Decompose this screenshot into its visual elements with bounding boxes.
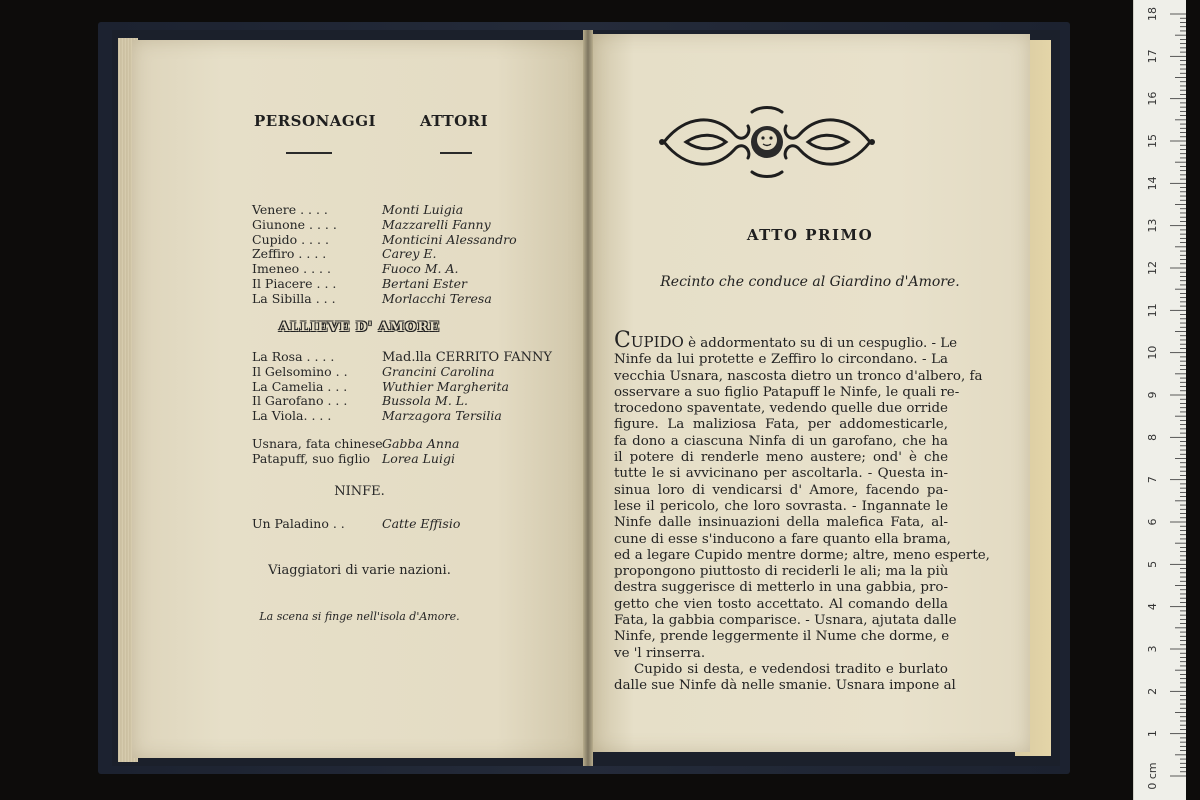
ruler-label: 8 — [1146, 433, 1159, 441]
text-line: getto che vien tosto accettato. Al comando della — [614, 596, 948, 612]
cast-row — [252, 379, 509, 394]
ruler-label: 6 — [1146, 518, 1159, 526]
cast-row — [252, 276, 467, 291]
text-line: Cupido si desta, e vedendosi tradito e burlato — [634, 661, 948, 677]
ruler-label: 15 — [1146, 134, 1159, 148]
actor-name: Lorea Luigi — [382, 451, 455, 466]
actor-name: Wuthier Margherita — [382, 378, 509, 394]
ruler-label: 12 — [1146, 261, 1159, 275]
cast-row — [252, 232, 517, 247]
ornament-headpiece — [656, 104, 878, 180]
ruler-label: 2 — [1146, 687, 1159, 695]
ruler-label: 14 — [1146, 176, 1159, 191]
actor-name: Gabba Anna — [382, 436, 460, 451]
role-name: Venere . . . . — [252, 202, 328, 217]
role-name: Giunone . . . . — [252, 216, 337, 232]
cast-row — [252, 246, 437, 261]
rule-personaggi — [286, 152, 332, 154]
cast-row — [252, 261, 459, 276]
text-line: cune di esse s'inducono a fare quanto ella brama, — [614, 531, 951, 547]
ruler-label: 5 — [1146, 560, 1159, 568]
ruler-label: 4 — [1146, 603, 1159, 611]
text-line: lese il pericolo, che loro sovrasta. - Ingannate le — [614, 498, 948, 514]
rule-attori — [440, 152, 472, 154]
actor-name: Carey E. — [382, 246, 437, 262]
text-line: Ninfe da lui protette e Zeffiro lo circondano. - La — [614, 352, 948, 368]
ninfe-heading: NINFE. — [334, 484, 385, 499]
actor-name: Mad.lla CERRITO FANNY — [382, 350, 552, 365]
allieve-heading: ALLIEVE D' AMORE — [278, 320, 441, 335]
scene-heading: Recinto che conduce al Giardino d'Amore. — [660, 274, 960, 290]
cast-row-paladino — [252, 516, 460, 531]
text-line: Cupido è addormentato su di un cespuglio. - Le — [614, 328, 958, 353]
actor-name: Marzagora Tersilia — [382, 408, 502, 424]
cast-row — [252, 364, 495, 379]
ruler-label: 0 cm — [1146, 762, 1159, 790]
ruler-label: 18 — [1146, 7, 1159, 21]
text-line: destra suggerisce di metterlo in una gabbia, pro- — [614, 580, 948, 596]
role-name: La Viola. . . . — [252, 408, 332, 424]
role-name: Usnara, fata chinese — [252, 436, 383, 451]
ruler-label: 16 — [1146, 91, 1159, 106]
text-line: ed a legare Cupido mentre dorme; altre, meno esperte, — [614, 547, 990, 563]
role-name: Zeffiro . . . . — [252, 246, 327, 262]
text-line: propongono piuttosto di reciderli le ali; ma la più — [614, 564, 949, 580]
text-line: osservare a suo figlio Patapuff le Ninfe, le quali re- — [614, 384, 960, 400]
role-name: Il Garofano . . . — [252, 393, 348, 409]
text-line: dalle sue Ninfe dà nelle smanie. Usnara impone al — [614, 678, 956, 694]
actor-name: Fuoco M. A. — [382, 261, 459, 277]
actor-name: Monti Luigia — [382, 202, 464, 217]
role-name: Un Paladino . . — [252, 516, 345, 531]
text-line: figure. La maliziosa Fata, per addomesticarle, — [614, 417, 948, 433]
text-line: Ninfe dalle insinuazioni della malefica Fata, al- — [614, 515, 948, 531]
role-name: La Sibilla . . . — [252, 290, 336, 306]
text-line: tutte le si avvicinano per ascoltarla. - Questa in- — [614, 466, 948, 482]
cast-row — [252, 217, 491, 232]
cast-row — [252, 393, 468, 408]
cast-row — [252, 291, 492, 306]
text-line: Fata, la gabbia comparisce. - Usnara, ajutata dalle — [614, 613, 957, 629]
act-text — [614, 328, 990, 695]
act-title: ATTO PRIMO — [746, 226, 874, 244]
ruler-label: 1 — [1146, 730, 1159, 738]
text-line: ve 'l rinserra. — [614, 645, 706, 661]
heading-attori: ATTORI — [420, 112, 489, 130]
text-line: sinua loro di vendicarsi d' Amore, facendo pa- — [614, 482, 948, 498]
measuring-ruler — [1133, 0, 1186, 800]
ruler-label: 17 — [1146, 49, 1159, 64]
actor-name: Bussola M. L. — [382, 393, 469, 409]
actor-name: Grancini Carolina — [382, 363, 495, 379]
role-name: La Camelia . . . — [252, 378, 348, 394]
book-gutter — [583, 30, 593, 766]
viaggiatori-line: Viaggiatori di varie nazioni. — [268, 563, 451, 578]
text-line: trocedono spaventate, vedendo quelle due orride — [614, 401, 948, 417]
ruler-label: 13 — [1146, 218, 1159, 233]
role-name: Cupido . . . . — [252, 231, 329, 247]
cast-row — [252, 436, 459, 451]
ruler-label: 10 — [1146, 345, 1159, 360]
ruler-label: 3 — [1146, 645, 1159, 653]
text-line: fa dono a ciascuna Ninfa di un garofano, che ha — [614, 433, 948, 449]
text-line: vecchia Usnara, nascosta dietro un tronco d'albero, fa — [614, 368, 983, 384]
cast-row — [252, 202, 463, 217]
ruler-label: 11 — [1146, 303, 1159, 318]
cast-row — [252, 349, 552, 365]
cast-row — [252, 451, 455, 466]
role-name: La Rosa . . . . — [252, 349, 335, 364]
ruler-scale — [1134, 0, 1186, 800]
scena-note: La scena si finge nell'isola d'Amore. — [259, 610, 460, 623]
actor-name: Bertani Ester — [382, 276, 467, 291]
text-line: il potere di renderle meno austere; ond' è che — [614, 450, 948, 466]
ruler-label: 9 — [1146, 391, 1159, 399]
actor-name: Mazzarelli Fanny — [382, 216, 491, 232]
actor-name: Morlacchi Teresa — [382, 290, 492, 306]
heading-personaggi: PERSONAGGI — [254, 112, 377, 130]
actor-name: Monticini Alessandro — [382, 231, 517, 247]
role-name: Patapuff, suo figlio — [252, 451, 371, 466]
role-name: Il Gelsomino . . — [252, 363, 348, 379]
cast-row — [252, 408, 502, 423]
ruler-label: 7 — [1146, 476, 1159, 484]
role-name: Imeneo . . . . — [252, 261, 331, 277]
role-name: Il Piacere . . . — [252, 276, 337, 291]
actor-name: Catte Effisio — [382, 516, 461, 531]
text-line: Ninfe, prende leggermente il Nume che dorme, e — [614, 629, 950, 645]
